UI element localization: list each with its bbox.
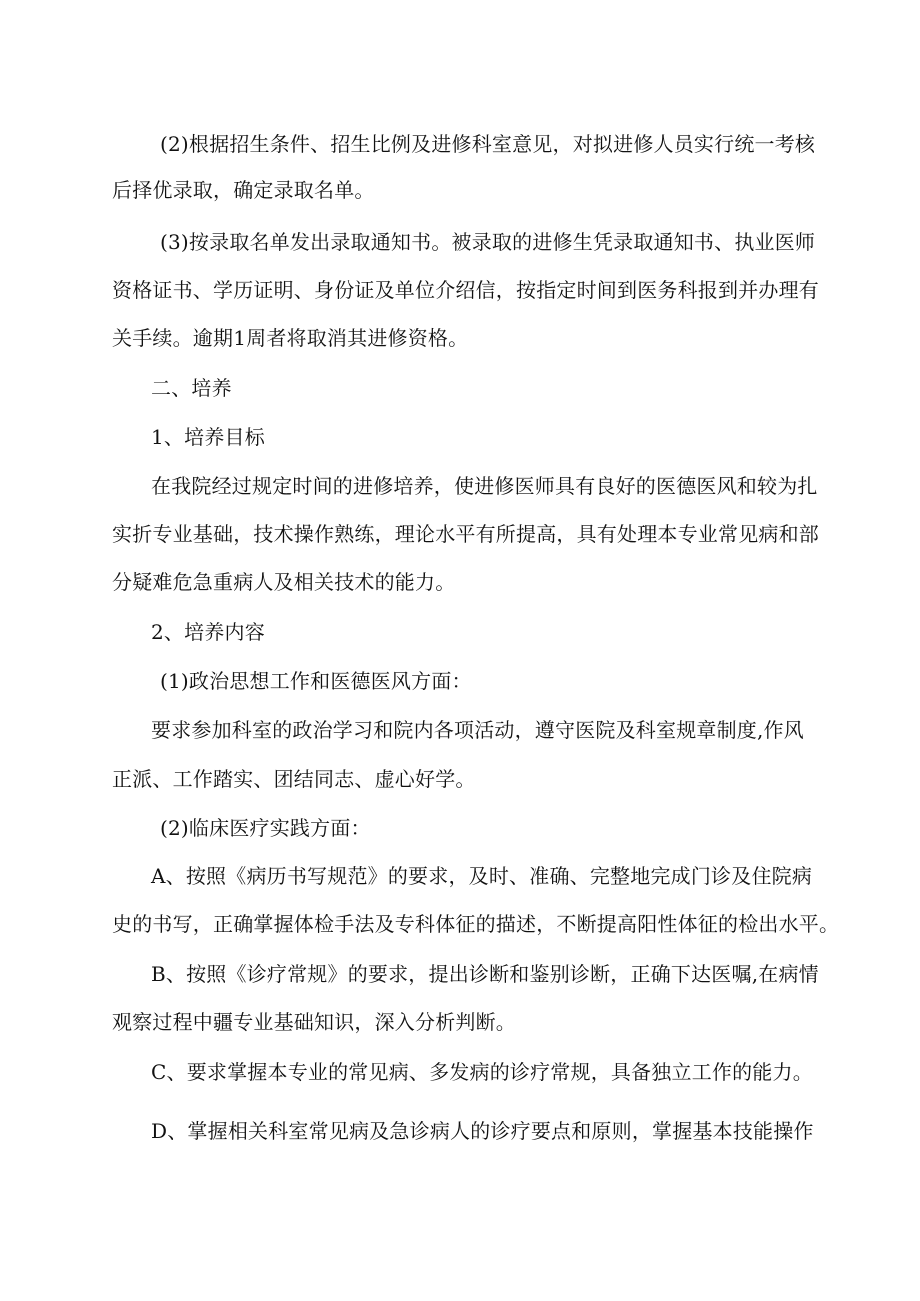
text-line: (1)政治思想工作和医德医风方面： — [160, 669, 472, 693]
text-line: 分疑难危急重病人及相关技术的能力。 — [112, 570, 456, 594]
text-line: 正派、工作踏实、团结同志、虚心好学。 — [112, 767, 476, 791]
section-heading: 二、培养 — [151, 376, 232, 400]
text-line: 后择优录取，确定录取名单。 — [112, 178, 375, 202]
text-line: C、要求掌握本专业的常见病、多发病的诊疗常规，具备独立工作的能力。 — [151, 1060, 813, 1084]
text-line: B、按照《诊疗常规》的要求，提出诊断和鉴别诊断，正确下达医嘱,在病情 — [151, 962, 819, 986]
text-line: D、掌握相关科室常见病及急诊病人的诊疗要点和原则，掌握基本技能操作 — [151, 1119, 814, 1143]
text-line: (2)根据招生条件、招生比例及进修科室意见，对拟进修人员实行统一考核 — [160, 132, 816, 156]
text-line: 观察过程中疆专业基础知识，深入分析判断。 — [112, 1010, 516, 1034]
text-line: (2)临床医疗实践方面： — [160, 816, 371, 840]
text-line: 实折专业基础，技术操作熟练，理论水平有所提高，具有处理本专业常见病和部 — [112, 522, 819, 546]
subsection-heading: 1、培养目标 — [151, 425, 265, 449]
text-line: A、按照《病历书写规范》的要求，及时、准确、完整地完成门诊及住院病 — [151, 864, 813, 888]
text-line: 要求参加科室的政治学习和院内各项活动，遵守医院及科室规章制度,作风 — [151, 718, 804, 742]
text-line: 在我院经过规定时间的进修培养，使进修医师具有良好的医德医风和较为扎 — [151, 474, 818, 498]
subsection-heading: 2、培养内容 — [151, 620, 265, 644]
text-line: 关手续。逾期1周者将取消其进修资格。 — [112, 326, 469, 350]
text-line: 资格证书、学历证明、身份证及单位介绍信，按指定时间到医务科报到并办理有 — [112, 278, 819, 302]
text-line: (3)按录取名单发出录取通知书。被录取的进修生凭录取通知书、执业医师 — [160, 230, 816, 254]
text-line: 史的书写，正确掌握体检手法及专科体征的描述，不断提高阳性体征的检出水平。 — [112, 912, 840, 936]
